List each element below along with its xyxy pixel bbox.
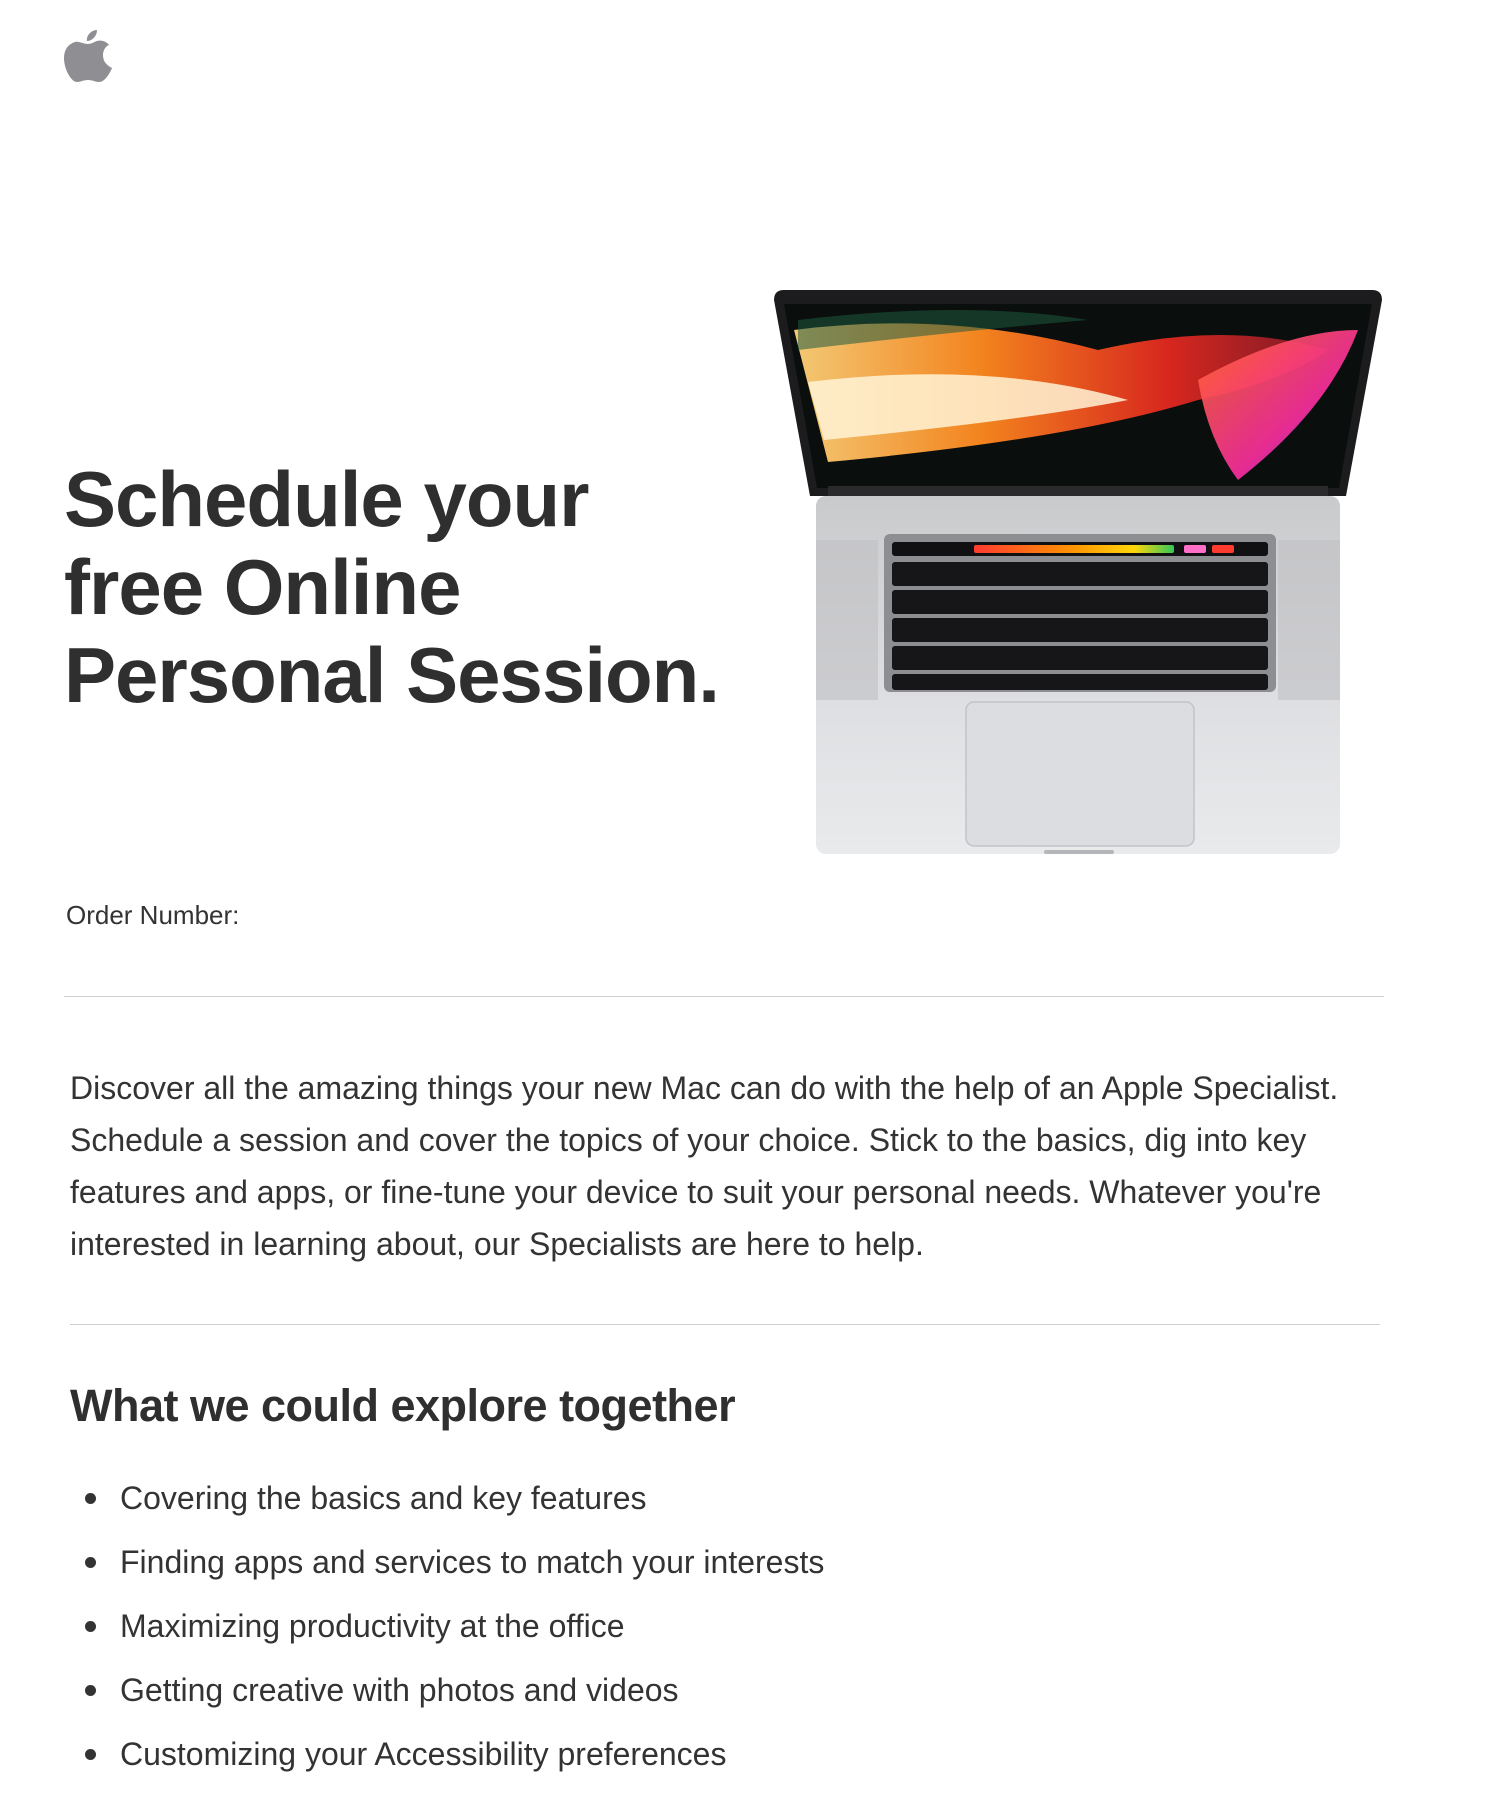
list-item (70, 1722, 824, 1786)
macbook-pro-laptop-image (768, 290, 1388, 870)
speaker-right (1278, 540, 1340, 700)
divider-bottom (70, 1324, 1380, 1325)
explore-heading: What we could explore together (70, 1380, 736, 1431)
key-row-5 (892, 674, 1268, 690)
apple-logo-leaf (87, 30, 97, 41)
list-item-label: Getting creative with photos and videos (120, 1672, 679, 1708)
list-item-label: Finding apps and services to match your interests (120, 1544, 825, 1580)
touch-bar-slider (974, 545, 1174, 553)
intro-paragraph: Discover all the amazing things your new Mac can do with the help of an Apple Specialist. Schedule a session and cover the topics of your choice. Stick to the basics, dig into key features and apps, or fine-tune your device to suit your personal needs. Whatever you're interested in learning about, our Specialists are here to help. (70, 1070, 1339, 1262)
order-number (66, 900, 245, 931)
order-number-label: Order Number: (66, 900, 240, 930)
page-title-line-3: Personal Session. (64, 631, 719, 719)
explore-list (70, 1466, 824, 1786)
speaker-left (816, 540, 878, 700)
list-item (70, 1594, 824, 1658)
key-row-1 (892, 562, 1268, 586)
apple-logo-body (64, 41, 112, 82)
bullet-icon (85, 1493, 96, 1504)
page-title (64, 455, 719, 719)
key-row-4 (892, 646, 1268, 670)
list-item-label: Covering the basics and key features (120, 1480, 647, 1516)
bullet-icon (85, 1557, 96, 1568)
key-row-3 (892, 618, 1268, 642)
touch-bar-button-2 (1212, 545, 1234, 553)
bullet-icon (85, 1749, 96, 1760)
bullet-icon (85, 1685, 96, 1696)
list-item (70, 1530, 824, 1594)
apple-logo-svg (64, 28, 112, 84)
apple-logo-icon[interactable] (64, 28, 112, 84)
divider-top (64, 996, 1384, 997)
list-item-label: Maximizing productivity at the office (120, 1608, 625, 1644)
laptop-notch (1044, 850, 1114, 854)
list-item (70, 1466, 824, 1530)
list-item-label: Customizing your Accessibility preferences (120, 1736, 727, 1772)
laptop-illustration (768, 290, 1388, 870)
touch-bar-button-1 (1184, 545, 1206, 553)
bullet-icon (85, 1621, 96, 1632)
trackpad (966, 702, 1194, 846)
page-title-line-2: free Online (64, 543, 461, 631)
key-row-2 (892, 590, 1268, 614)
page-title-line-1: Schedule your (64, 455, 589, 543)
list-item (70, 1658, 824, 1722)
